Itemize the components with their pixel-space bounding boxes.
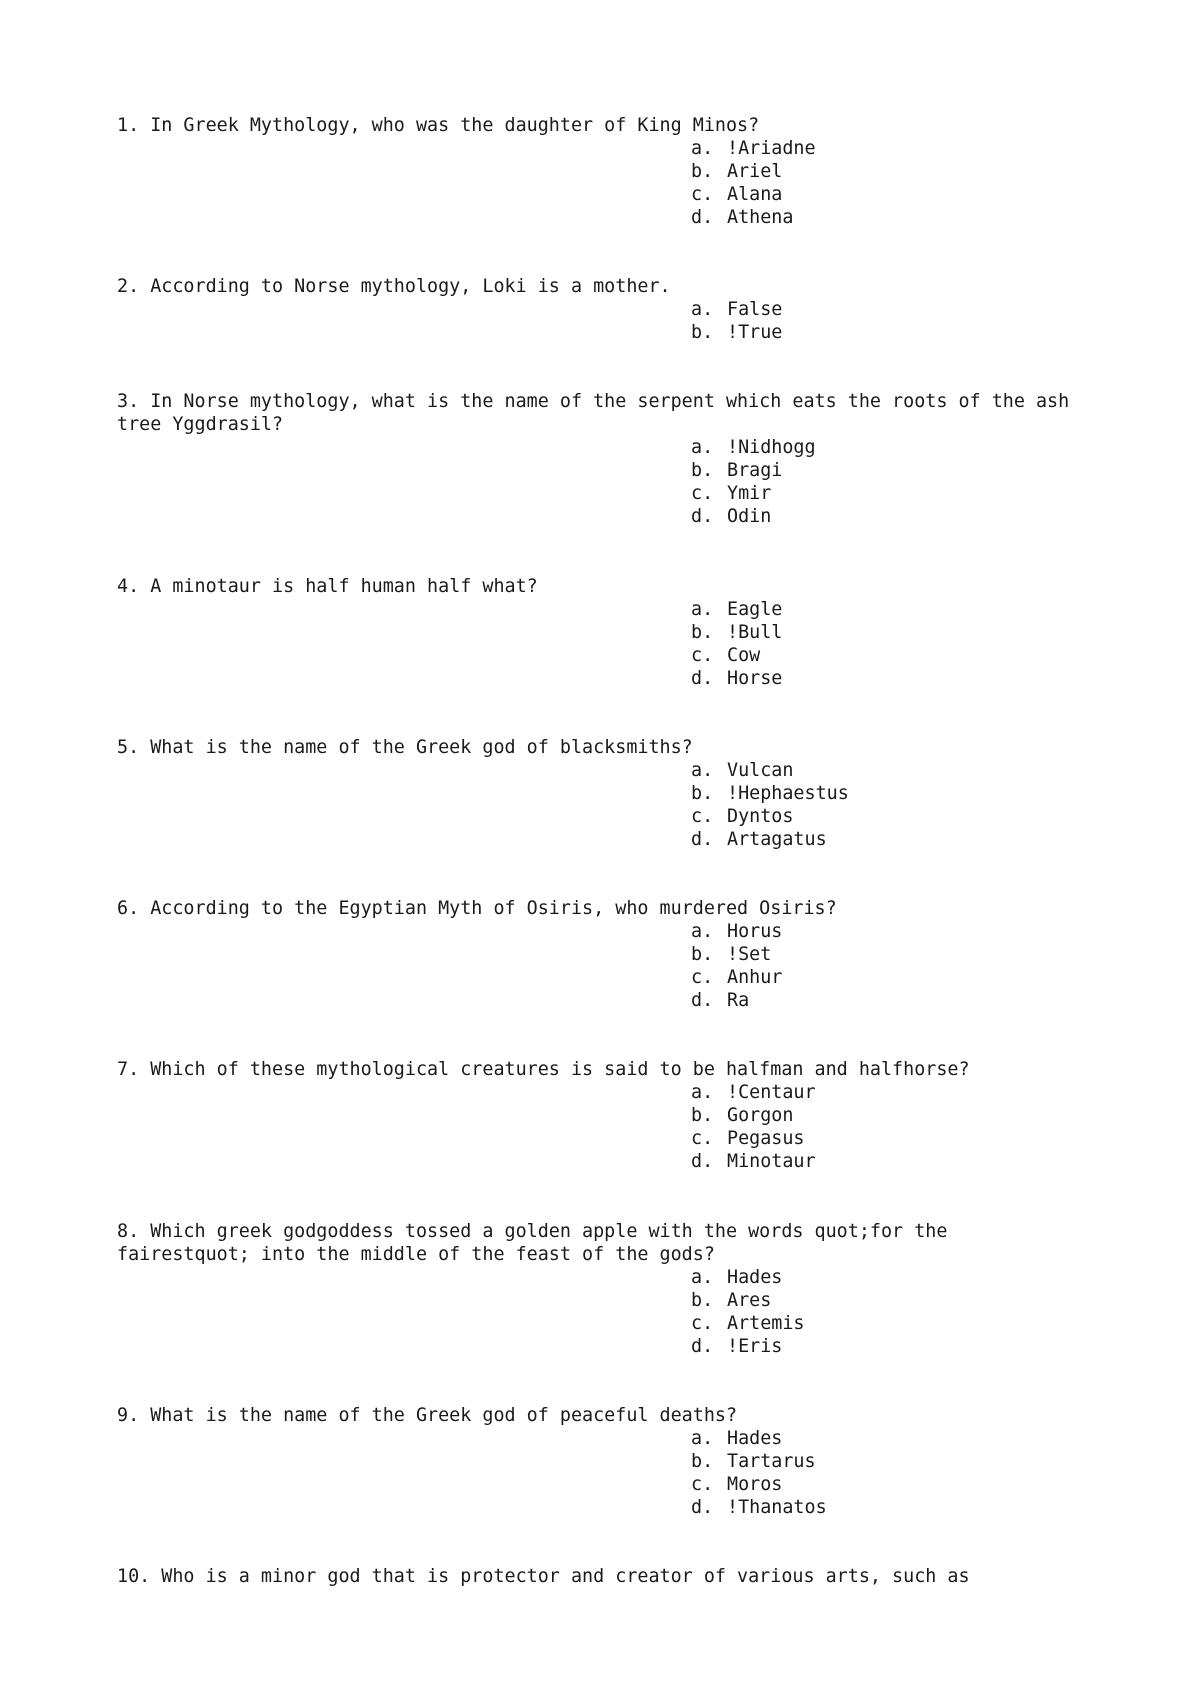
answer-option	[691, 206, 1077, 229]
option-text: Hades	[727, 1267, 783, 1288]
option-letter: c.	[691, 967, 714, 988]
answer-option	[691, 805, 1077, 828]
answer-options	[117, 1081, 1077, 1173]
option-letter: a.	[691, 760, 714, 781]
option-text: Pegasus	[727, 1128, 805, 1149]
option-letter: c.	[691, 806, 714, 827]
answer-options	[117, 759, 1077, 851]
option-letter: d.	[691, 506, 714, 527]
answer-option	[691, 1473, 1077, 1496]
question-3	[117, 390, 1081, 528]
answer-option	[691, 920, 1077, 943]
option-text: Horus	[727, 921, 783, 942]
option-text: Ariel	[727, 161, 783, 182]
option-text: !Hephaestus	[727, 783, 849, 804]
answer-option	[691, 1104, 1077, 1127]
answer-option	[691, 1266, 1077, 1289]
option-letter: b.	[691, 1290, 714, 1311]
option-text: !True	[727, 322, 783, 343]
option-letter: c.	[691, 1474, 714, 1495]
answer-option	[691, 482, 1077, 505]
option-letter: b.	[691, 783, 714, 804]
answer-options	[117, 298, 1077, 344]
question-text: 3. In Norse mythology, what is the name of the serpent which eats the roots of the ash tree Yggdrasil?	[117, 391, 1081, 435]
question-text: 7. Which of these mythological creatures is said to be halfman and halfhorse?	[117, 1059, 970, 1080]
answer-option	[691, 1427, 1077, 1450]
option-letter: d.	[691, 207, 714, 228]
question-text: 6. According to the Egyptian Myth of Osiris, who murdered Osiris?	[117, 898, 837, 919]
answer-option	[691, 644, 1077, 667]
option-letter: b.	[691, 622, 714, 643]
answer-option	[691, 966, 1077, 989]
option-letter: a.	[691, 599, 714, 620]
answer-option	[691, 989, 1077, 1012]
option-letter: b.	[691, 322, 714, 343]
option-text: Anhur	[727, 967, 783, 988]
option-letter: d.	[691, 990, 714, 1011]
option-letter: b.	[691, 161, 714, 182]
question-7	[117, 1058, 1077, 1173]
question-9	[117, 1404, 1077, 1519]
answer-option	[691, 459, 1077, 482]
answer-option	[691, 1081, 1077, 1104]
option-text: Cow	[727, 645, 761, 666]
question-6	[117, 897, 1077, 1012]
answer-options	[117, 920, 1077, 1012]
question-text: 5. What is the name of the Greek god of blacksmiths?	[117, 737, 693, 758]
option-text: Ra	[727, 990, 750, 1011]
question-2	[117, 275, 1077, 344]
option-text: !Ariadne	[727, 138, 816, 159]
option-letter: c.	[691, 184, 714, 205]
option-text: !Eris	[727, 1336, 783, 1357]
option-text: Artemis	[727, 1313, 805, 1334]
option-letter: c.	[691, 483, 714, 504]
option-text: !Centaur	[727, 1082, 816, 1103]
answer-options	[117, 1266, 1077, 1358]
option-letter: d.	[691, 1497, 714, 1518]
option-text: Tartarus	[727, 1451, 816, 1472]
option-text: Dyntos	[727, 806, 794, 827]
question-text: 4. A minotaur is half human half what?	[117, 576, 538, 597]
option-text: !Bull	[727, 622, 783, 643]
option-letter: a.	[691, 1267, 714, 1288]
option-text: Athena	[727, 207, 794, 228]
answer-option	[691, 1450, 1077, 1473]
answer-option	[691, 1289, 1077, 1312]
option-letter: c.	[691, 645, 714, 666]
option-text: !Thanatos	[727, 1497, 827, 1518]
answer-option	[691, 828, 1077, 851]
option-letter: a.	[691, 921, 714, 942]
option-letter: b.	[691, 944, 714, 965]
answer-option	[691, 1312, 1077, 1335]
answer-option	[691, 1496, 1077, 1519]
question-text: 1. In Greek Mythology, who was the daughter of King Minos?	[117, 115, 760, 136]
question-5	[117, 736, 1077, 851]
option-letter: a.	[691, 138, 714, 159]
option-letter: b.	[691, 1451, 714, 1472]
answer-option	[691, 298, 1077, 321]
answer-options	[117, 436, 1077, 528]
option-text: Ymir	[727, 483, 772, 504]
answer-option	[691, 598, 1077, 621]
option-text: Moros	[727, 1474, 783, 1495]
question-1	[117, 114, 1077, 229]
question-10	[117, 1565, 1077, 1588]
answer-option	[691, 137, 1077, 160]
answer-option	[691, 943, 1077, 966]
option-text: Eagle	[727, 599, 783, 620]
answer-option	[691, 621, 1077, 644]
answer-option	[691, 1127, 1077, 1150]
answer-option	[691, 505, 1077, 528]
option-text: Vulcan	[727, 760, 794, 781]
answer-option	[691, 436, 1077, 459]
question-8	[117, 1220, 1077, 1358]
answer-option	[691, 183, 1077, 206]
option-letter: b.	[691, 1105, 714, 1126]
option-text: !Nidhogg	[727, 437, 816, 458]
option-letter: d.	[691, 1336, 714, 1357]
answer-option	[691, 782, 1077, 805]
option-letter: d.	[691, 1151, 714, 1172]
answer-options	[117, 598, 1077, 690]
option-letter: d.	[691, 668, 714, 689]
option-text: Odin	[727, 506, 772, 527]
option-text: !Set	[727, 944, 772, 965]
answer-option	[691, 160, 1077, 183]
answer-option	[691, 759, 1077, 782]
answer-options	[117, 137, 1077, 229]
answer-option	[691, 1335, 1077, 1358]
option-letter: c.	[691, 1313, 714, 1334]
option-text: Bragi	[727, 460, 783, 481]
question-4	[117, 575, 1077, 690]
answer-option	[691, 1150, 1077, 1173]
option-letter: a.	[691, 437, 714, 458]
option-letter: a.	[691, 299, 714, 320]
option-text: Ares	[727, 1290, 772, 1311]
question-text: 8. Which greek godgoddess tossed a golden apple with the words quot;for the fairestquot; into the middle of the feast of the gods?	[117, 1221, 959, 1265]
option-text: Gorgon	[727, 1105, 794, 1126]
option-letter: c.	[691, 1128, 714, 1149]
option-letter: d.	[691, 829, 714, 850]
option-letter: b.	[691, 460, 714, 481]
answer-option	[691, 667, 1077, 690]
question-text: 9. What is the name of the Greek god of peaceful deaths?	[117, 1405, 738, 1426]
option-text: False	[727, 299, 783, 320]
option-text: Minotaur	[727, 1151, 816, 1172]
option-letter: a.	[691, 1082, 714, 1103]
option-text: Alana	[727, 184, 783, 205]
question-text: 10. Who is a minor god that is protector and creator of various arts, such as	[117, 1566, 970, 1587]
option-text: Artagatus	[727, 829, 827, 850]
question-text: 2. According to Norse mythology, Loki is a mother.	[117, 276, 671, 297]
option-text: Horse	[727, 668, 783, 689]
option-text: Hades	[727, 1428, 783, 1449]
answer-option	[691, 321, 1077, 344]
answer-options	[117, 1427, 1077, 1519]
option-letter: a.	[691, 1428, 714, 1449]
